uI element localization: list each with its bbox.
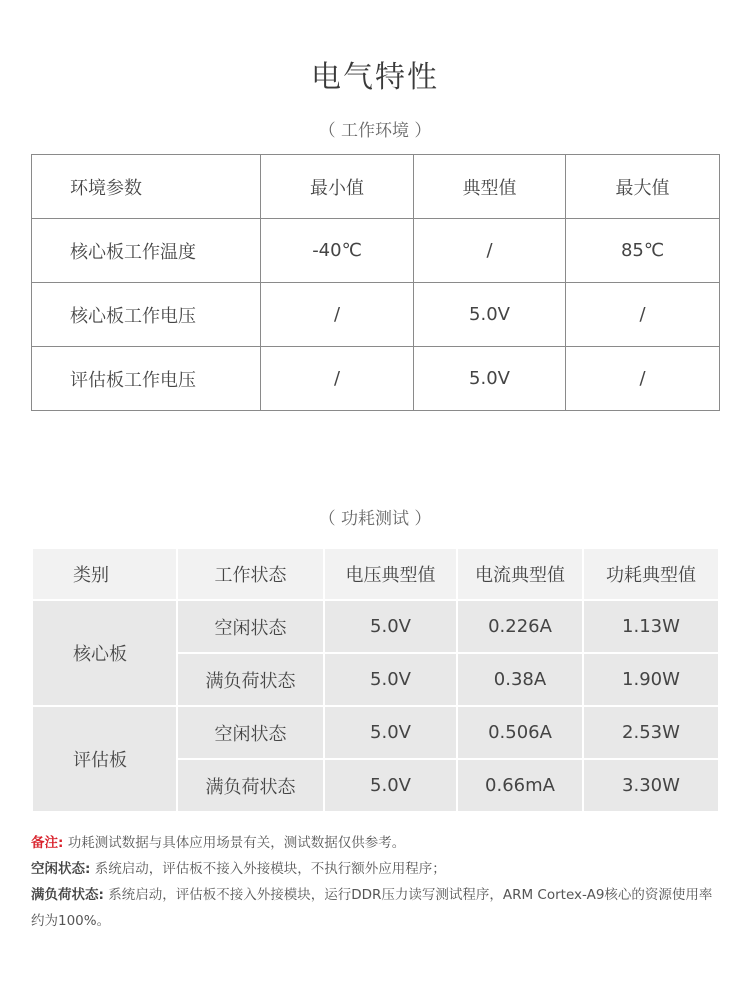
header-cell: 最小值 [261,155,414,219]
table-cell: 0.226A [457,600,583,653]
idle-note [31,856,721,882]
header-cell: 功耗典型值 [583,548,719,600]
header-cell: 环境参数 [32,155,261,219]
table-cell: 核心板工作电压 [32,283,261,347]
header-cell: 工作状态 [177,548,324,600]
idle-label: 空闲状态: [31,861,91,877]
table-cell: 空闲状态 [177,706,324,759]
table-cell: 3.30W [583,759,719,812]
table-cell: 85℃ [566,219,720,283]
table-cell: 0.506A [457,706,583,759]
env-section-subtitle: （ 工作环境 ） [318,121,432,141]
table-cell: 满负荷状态 [177,653,324,706]
table-cell: 空闲状态 [177,600,324,653]
table-cell: 1.13W [583,600,719,653]
table-cell: 评估板工作电压 [32,347,261,411]
table-row [32,706,719,759]
table-cell: 5.0V [324,600,457,653]
table-row [32,219,720,283]
power-table [31,547,720,813]
idle-text: 系统启动，评估板不接入外接模块，不执行额外应用程序； [94,861,446,877]
table-header-row [32,155,720,219]
table-cell: / [261,283,414,347]
table-cell: 5.0V [324,706,457,759]
category-cell: 评估板 [32,706,177,812]
header-cell: 电压典型值 [324,548,457,600]
full-load-note [31,882,721,934]
table-cell: / [414,219,566,283]
table-row [32,283,720,347]
remark-text: 功耗测试数据与具体应用场景有关，测试数据仅供参考。 [67,835,406,851]
remark-note [31,830,721,856]
table-header-row [32,548,719,600]
header-cell: 最大值 [566,155,720,219]
page-title: 电气特性 [311,60,439,95]
full-load-label: 满负荷状态: [31,887,104,903]
table-row [32,347,720,411]
header-cell: 类别 [32,548,177,600]
table-cell: -40℃ [261,219,414,283]
table-cell: 5.0V [324,759,457,812]
full-load-text: 系统启动，评估板不接入外接模块，运行DDR压力读写测试程序，ARM Cortex-A9核心的资源使用率约为100%。 [31,887,713,929]
table-cell: 满负荷状态 [177,759,324,812]
table-row [32,600,719,653]
table-cell: 1.90W [583,653,719,706]
table-cell: 5.0V [414,347,566,411]
table-cell: 核心板工作温度 [32,219,261,283]
environment-table [31,154,720,411]
table-cell: / [261,347,414,411]
table-cell: / [566,347,720,411]
remark-label: 备注: [31,835,64,851]
header-cell: 电流典型值 [457,548,583,600]
header-cell: 典型值 [414,155,566,219]
power-section-subtitle: （ 功耗测试 ） [318,509,432,529]
table-cell: 0.66mA [457,759,583,812]
table-cell: / [566,283,720,347]
category-cell: 核心板 [32,600,177,706]
table-cell: 5.0V [324,653,457,706]
table-cell: 2.53W [583,706,719,759]
table-cell: 0.38A [457,653,583,706]
notes-section [31,830,721,934]
table-cell: 5.0V [414,283,566,347]
